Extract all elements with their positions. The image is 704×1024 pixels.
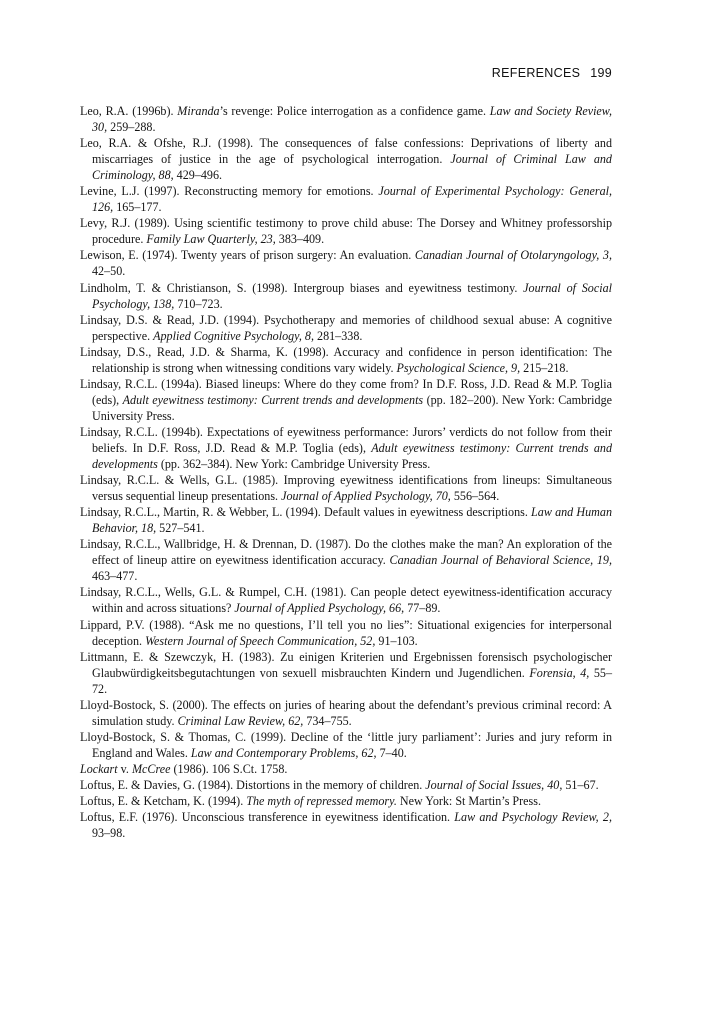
reference-entry: Levy, R.J. (1989). Using scientific testimony to prove child abuse: The Dorsey and Whitney professorship procedure. Family Law Quarterly, 23, 383–409.: [80, 216, 612, 247]
reference-entry: Loftus, E. & Davies, G. (1984). Distortions in the memory of children. Journal of Social Issues, 40, 51–67.: [80, 777, 599, 792]
reference-entry: Leo, R.A. (1996b). Miranda’s revenge: Police interrogation as a confidence game. Law and Society Review, 30, 259–288.: [80, 104, 612, 135]
reference-entry: Lindholm, T. & Christianson, S. (1998). Intergroup biases and eyewitness testimony. Journal of Social Psychology, 138, 710–723.: [80, 280, 612, 311]
reference-entry: Lindsay, R.C.L. & Wells, G.L. (1985). Improving eyewitness identifications from lineups: Simultaneous versus sequential lineup presentations. Journal of Applied Psychology, 70, 556–564.: [80, 473, 612, 504]
reference-entry: Lindsay, R.C.L., Martin, R. & Webber, L. (1994). Default values in eyewitness descriptions. Law and Human Behavior, 18, 527–541.: [80, 505, 613, 536]
reference-entry: Loftus, E. & Ketcham, K. (1994). The myth of repressed memory. New York: St Martin’s Press.: [80, 794, 541, 809]
reference-entry: Lloyd-Bostock, S. (2000). The effects on juries of hearing about the defendant’s previous criminal record: A simulation study. Criminal Law Review, 62, 734–755.: [80, 697, 612, 728]
reference-entry: Lindsay, R.C.L., Wallbridge, H. & Drennan, D. (1987). Do the clothes make the man? An exploration of the effect of lineup attire on eyewitness identification accuracy. Canadian Journal of Behavioral Science, 19, 463–477.: [80, 537, 613, 584]
running-head: [80, 66, 612, 80]
reference-entry: Loftus, E.F. (1976). Unconscious transference in eyewitness identification. Law and Psychology Review, 2, 93–98.: [80, 810, 612, 841]
reference-entry: Lippard, P.V. (1988). “Ask me no questions, I’ll tell you no lies”: Situational exigencies for interpersonal deception. Western Journal of Speech Communication, 52, 91–103.: [80, 617, 612, 648]
reference-entry: Lewison, E. (1974). Twenty years of prison surgery: An evaluation. Canadian Journal of Otolaryngology, 3, 42–50.: [80, 248, 612, 279]
reference-entry: Lloyd-Bostock, S. & Thomas, C. (1999). Decline of the ‘little jury parliament’: Juries and jury reform in England and Wales. Law and Contemporary Problems, 62, 7–40.: [80, 729, 612, 760]
reference-list: [80, 103, 612, 841]
reference-entry: Lindsay, D.S. & Read, J.D. (1994). Psychotherapy and memories of childhood sexual abuse: A cognitive perspective. Applied Cognitive Psychology, 8, 281–338.: [80, 312, 612, 343]
reference-entry: Lindsay, R.C.L., Wells, G.L. & Rumpel, C.H. (1981). Can people detect eyewitness-identification accuracy within and across situations? Journal of Applied Psychology, 66, 77–89.: [80, 585, 612, 616]
reference-entry: Leo, R.A. & Ofshe, R.J. (1998). The consequences of false confessions: Deprivations of liberty and miscarriages of justice in the age of psychological interrogation. Journal of Criminal Law and Criminology, 88, 429–496.: [80, 136, 612, 183]
section-title: REFERENCES: [491, 66, 581, 80]
reference-entry: Lindsay, D.S., Read, J.D. & Sharma, K. (1998). Accuracy and confidence in person identification: The relationship is strong when witnessing conditions vary widely. Psychological Science, 9, 215–218.: [80, 344, 612, 375]
reference-entry: Lockart v. McCree (1986). 106 S.Ct. 1758.: [80, 761, 288, 776]
reference-entry: Levine, L.J. (1997). Reconstructing memory for emotions. Journal of Experimental Psychology: General, 126, 165–177.: [80, 184, 612, 215]
reference-entry: Littmann, E. & Szewczyk, H. (1983). Zu einigen Kriterien und Ergebnissen forensisch psychologischer Glaubwürdigkeitsbegutachtungen von sexuell misbrauchten Kindern und Jugendlichen. Forensia, 4, 55–72.: [80, 649, 612, 696]
reference-entry: Lindsay, R.C.L. (1994b). Expectations of eyewitness performance: Jurors’ verdicts do not follow from their beliefs. In D.F. Ross, J.D. Read & M.P. Toglia (eds), Adult eyewitness testimony: Current trends and developments (pp. 362–384). New York: Cambridge University Press.: [80, 424, 612, 472]
reference-entry: Lindsay, R.C.L. (1994a). Biased lineups: Where do they come from? In D.F. Ross, J.D. Read & M.P. Toglia (eds), Adult eyewitness testimony: Current trends and developments (pp. 182–200). New York: Cambridge University Press.: [80, 376, 612, 423]
page-number: 199: [590, 66, 612, 80]
